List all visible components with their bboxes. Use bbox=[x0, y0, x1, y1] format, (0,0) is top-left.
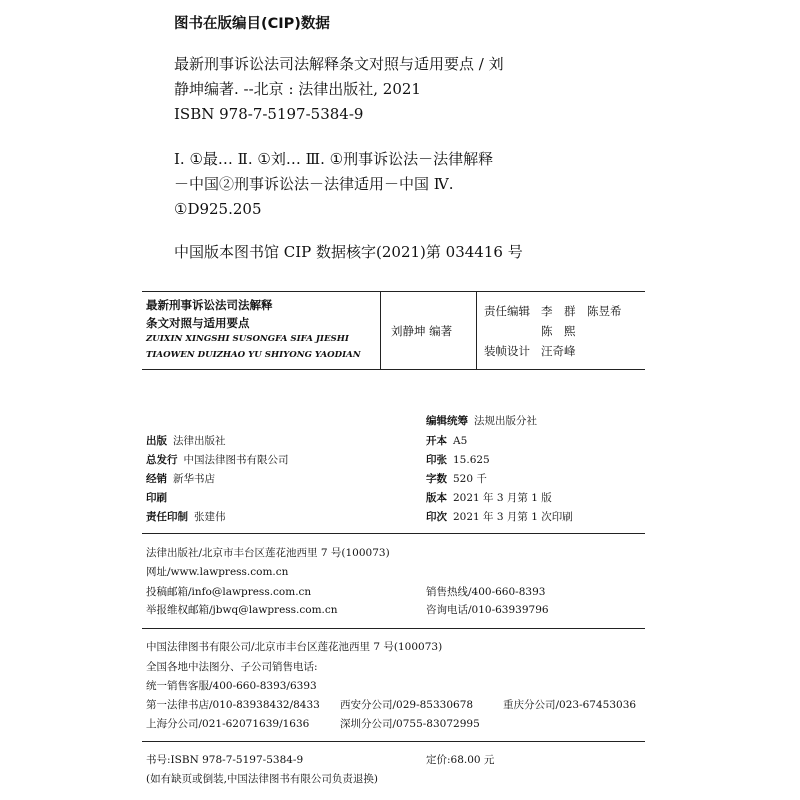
sales-hotline: 销售热线/400-660-8393 bbox=[426, 586, 546, 598]
colophon-label-printer: 印刷 bbox=[146, 492, 167, 504]
colophon-label-sheets: 印张 bbox=[426, 454, 447, 466]
colophon-value-printing: 2021 年 3 月第 1 次印刷 bbox=[453, 511, 573, 523]
colophon-value-editorial: 法规出版分社 bbox=[474, 415, 537, 427]
book-title-cn-line-2: 条文对照与适用要点 bbox=[146, 316, 250, 330]
cip-subject-line-1: Ⅰ. ①最… Ⅱ. ①刘… Ⅲ. ①刑事诉讼法－法律解释 bbox=[174, 150, 494, 168]
report-email[interactable]: 举报维权邮箱/jbwq@lawpress.com.cn bbox=[146, 604, 338, 616]
colophon-label-seller: 经销 bbox=[146, 473, 167, 485]
inquiry-phone: 咨询电话/010-63939796 bbox=[426, 604, 549, 616]
title-box-divider-2 bbox=[476, 291, 477, 370]
colophon-value-publisher: 法律出版社 bbox=[173, 435, 226, 447]
editor-names: 李 群 陈昱希 bbox=[541, 304, 622, 318]
colophon-value-sheets: 15.625 bbox=[453, 454, 490, 466]
footer-rule bbox=[142, 741, 645, 742]
designer-label: 装帧设计 bbox=[484, 344, 530, 358]
book-title-pinyin-line-1: ZUIXIN XINGSHI SUSONGFA SIFA JIESHI bbox=[146, 334, 349, 344]
title-box-divider-1 bbox=[380, 291, 381, 370]
publisher-address: 法律出版社/北京市丰台区莲花池西里 7 号(100073) bbox=[146, 547, 390, 559]
colophon-label-publisher: 出版 bbox=[146, 435, 167, 447]
colophon-label-editorial: 编辑统筹 bbox=[426, 415, 468, 427]
cip-isbn-line: ISBN 978-7-5197-5384-9 bbox=[174, 105, 364, 123]
title-box-top-rule bbox=[142, 291, 645, 292]
distributor-address: 中国法律图书有限公司/北京市丰台区莲花池西里 7 号(100073) bbox=[146, 641, 443, 653]
colophon-value-seller: 新华书店 bbox=[173, 473, 215, 485]
cip-record-line-1: 最新刑事诉讼法司法解释条文对照与适用要点 / 刘 bbox=[174, 55, 504, 73]
book-title-pinyin-line-2: TIAOWEN DUIZHAO YU SHIYONG YAODIAN bbox=[146, 350, 361, 360]
cip-record-line-2: 静坤编著. --北京 : 法律出版社, 2021 bbox=[174, 80, 421, 98]
cip-subject-line-2: －中国②刑事诉讼法－法律适用－中国 Ⅳ. bbox=[174, 175, 454, 193]
publisher-website[interactable]: 网址/www.lawpress.com.cn bbox=[146, 566, 289, 578]
isbn-footer: 书号:ISBN 978-7-5197-5384-9 bbox=[146, 754, 304, 766]
colophon-bottom-rule bbox=[142, 533, 645, 534]
submission-email[interactable]: 投稿邮箱/info@lawpress.com.cn bbox=[146, 586, 312, 598]
branch-shanghai: 上海分公司/021-62071639/1636 bbox=[146, 718, 310, 730]
colophon-value-distributor: 中国法律图书有限公司 bbox=[183, 454, 289, 466]
colophon-label-printing: 印次 bbox=[426, 511, 447, 523]
branches-note: 全国各地中法图分、子公司销售电话: bbox=[146, 661, 318, 673]
branch-chongqing: 重庆分公司/023-67453036 bbox=[503, 699, 637, 711]
colophon-label-edition: 版本 bbox=[426, 492, 447, 504]
cip-subject-line-3: ①D925.205 bbox=[174, 200, 262, 218]
cip-heading: 图书在版编目(CIP)数据 bbox=[174, 16, 330, 32]
branch-shenzhen: 深圳分公司/0755-83072995 bbox=[340, 718, 480, 730]
return-note: (如有缺页或倒装,中国法律图书有限公司负责退换) bbox=[146, 773, 379, 785]
colophon-value-format: A5 bbox=[453, 435, 468, 447]
colophon-label-wordcount: 字数 bbox=[426, 473, 447, 485]
price: 定价:68.00 元 bbox=[426, 754, 495, 766]
editor-names-2: 陈 熙 bbox=[541, 324, 576, 338]
title-box-bottom-rule bbox=[142, 369, 645, 370]
designer-name: 汪奇峰 bbox=[541, 344, 576, 358]
author-credit: 刘静坤 编著 bbox=[391, 324, 453, 338]
colophon-value-edition: 2021 年 3 月第 1 版 bbox=[453, 492, 552, 504]
book-title-cn-line-1: 最新刑事诉讼法司法解释 bbox=[146, 298, 273, 312]
colophon-value-wordcount: 520 千 bbox=[453, 473, 487, 485]
colophon-label-print-supervisor: 责任印制 bbox=[146, 511, 188, 523]
contact-divider-rule bbox=[142, 628, 645, 629]
sales-service: 统一销售客服/400-660-8393/6393 bbox=[146, 680, 317, 692]
cip-library-record: 中国版本图书馆 CIP 数据核字(2021)第 034416 号 bbox=[174, 243, 523, 261]
branch-first-law-bookstore: 第一法律书店/010-83938432/8433 bbox=[146, 699, 320, 711]
branch-xian: 西安分公司/029-85330678 bbox=[340, 699, 474, 711]
editor-label: 责任编辑 bbox=[484, 304, 530, 318]
colophon-value-print-supervisor: 张建伟 bbox=[194, 511, 226, 523]
colophon-label-distributor: 总发行 bbox=[146, 454, 178, 466]
colophon-label-format: 开本 bbox=[426, 435, 447, 447]
